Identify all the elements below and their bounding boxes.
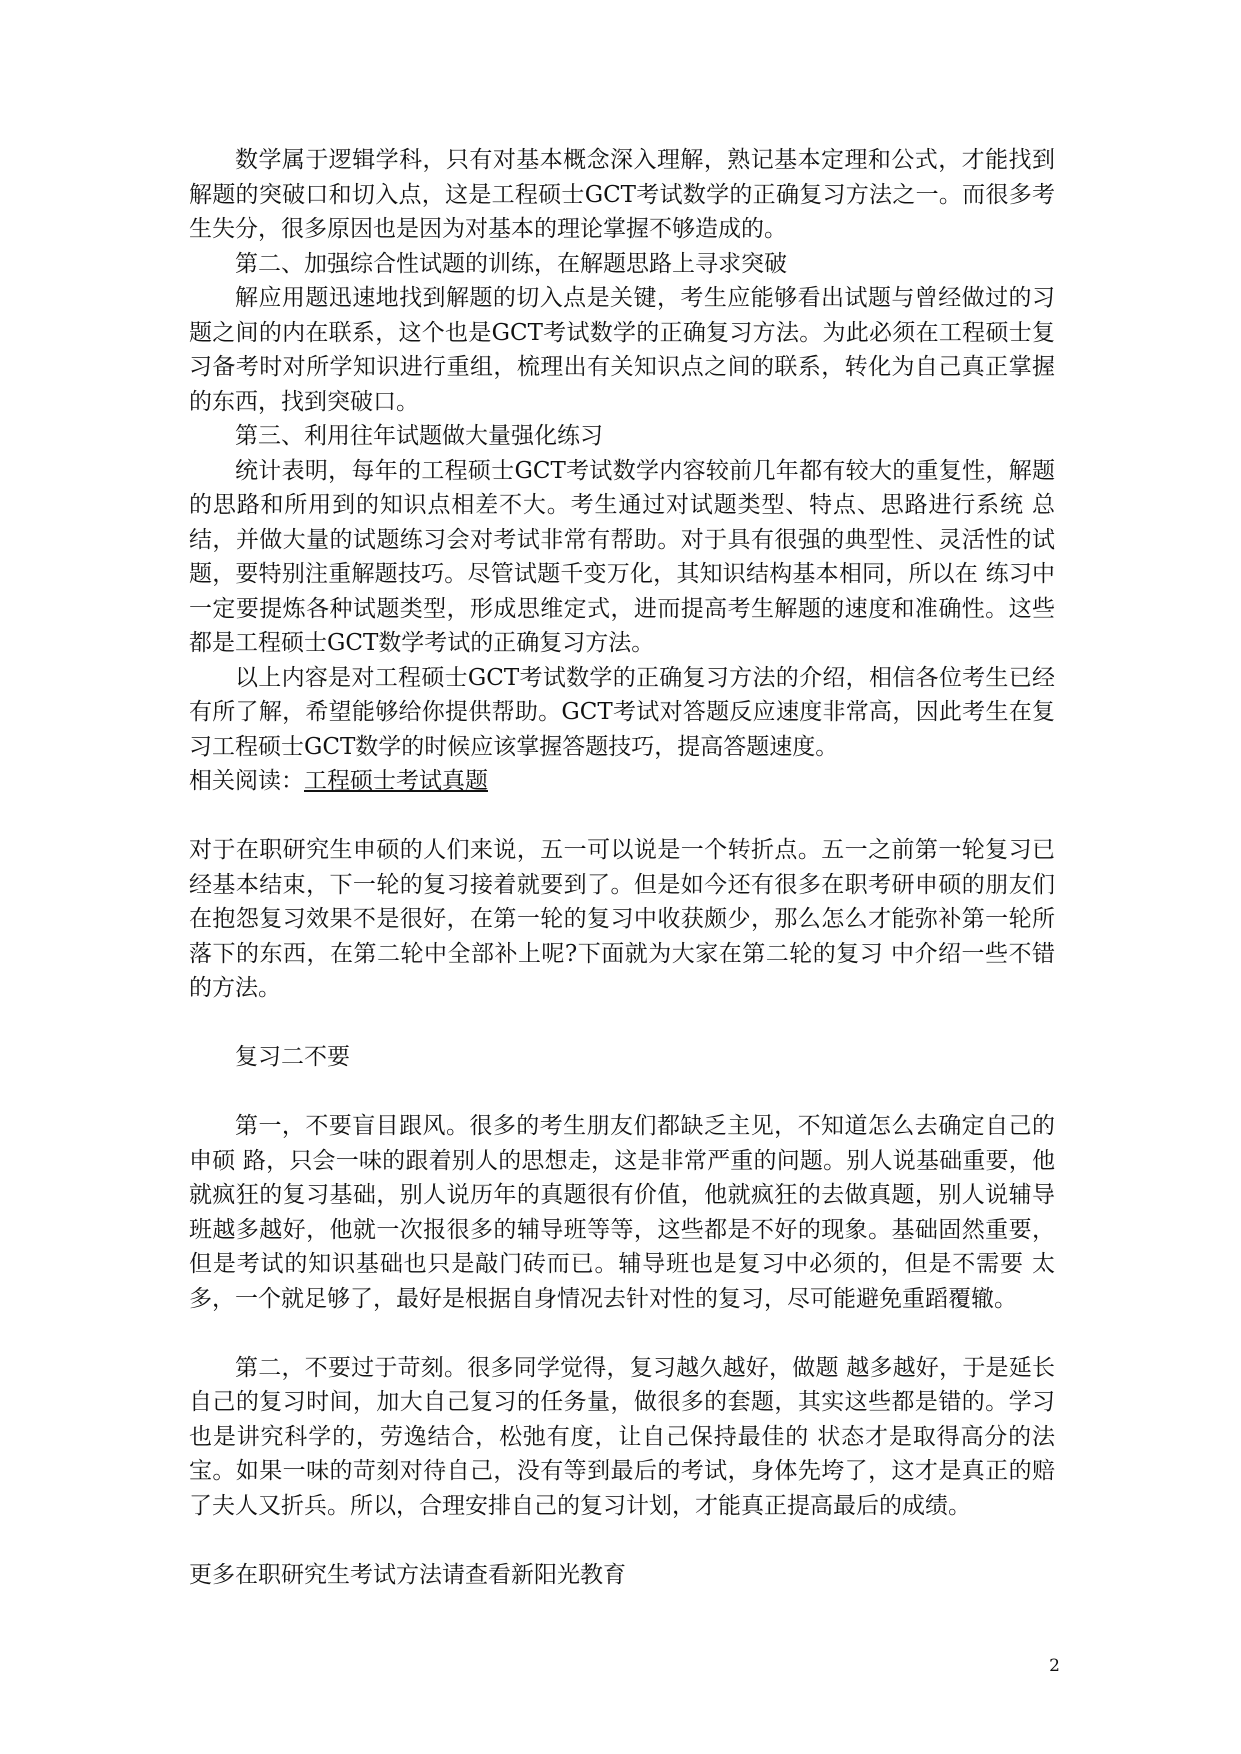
document-body <box>189 143 1055 1592</box>
heading-point-two: 第二、加强综合性试题的训练，在解题思路上寻求突破 <box>235 250 787 277</box>
paragraph-first-dont: 第一，不要盲目跟风。很多的考生朋友们都缺乏主见，不知道怎么去确定自己的申硕 路，只会一味的跟着别人的思想走，这是非常严重的问题。别人说基础重要，他就疯狂的复习基础，别人说历年的真题很有价值，他就疯狂的去做真题，别人说辅导 班越多越好，他就一次报很多的辅导班等等，这些都是不好的现象。基础固然重要，但是考试的知识基础也只是敲门砖而已。辅导班也是复习中必须的，但是不需要 太多，一个就足够了，最好是根据自身情况去针对性的复习，尽可能避免重蹈覆辙。 <box>189 1113 1055 1312</box>
paragraph-application-problems: 解应用题迅速地找到解题的切入点是关键，考生应能够看出试题与曾经做过的习题之间的内在联系，这个也是GCT考试数学的正确复习方法。为此必须在工程硕士复习备考时对所学知识进行重组，梳理出有关知识点之间的联系，转化为自己真正掌握的东西，找到突破口。 <box>189 285 1055 415</box>
related-reading-label: 相关阅读： <box>189 768 304 794</box>
paragraph-summary: 以上内容是对工程硕士GCT考试数学的正确复习方法的介绍，相信各位考生已经有所了解，希望能够给你提供帮助。GCT考试对答题反应速度非常高，因此考生在复习工程硕士GCT数学的时候应该掌握答题技巧，提高答题速度。 <box>189 664 1055 760</box>
page-number: 2 <box>1049 1656 1060 1676</box>
heading-two-donts: 复习二不要 <box>235 1044 350 1070</box>
heading-point-three: 第三、利用往年试题做大量强化练习 <box>235 423 603 449</box>
paragraph-basic-concepts: 数学属于逻辑学科，只有对基本概念深入理解，熟记基本定理和公式，才能找到解题的突破口和切入点，这是工程硕士GCT考试数学的正确复习方法之一。而很多考生失分，很多原因也是因为对基本的理论掌握不够造成的。 <box>189 147 1055 242</box>
related-reading-link[interactable]: 工程硕士考试真题 <box>304 768 488 794</box>
related-reading <box>189 764 1055 799</box>
paragraph-second-dont: 第二，不要过于苛刻。很多同学觉得，复习越久越好，做题 越多越好，于是延长自己的复习时间，加大自己复习的任务量，做很多的套题，其实这些都是错的。学习也是讲究科学的，劳逸结合，松弛有度，让自己保持最佳的 状态才是取得高分的法宝。如果一味的苛刻对待自己，没有等到最后的考试，身体先垮了，这才是真正的赔了夫人又折兵。所以，合理安排自己的复习计划，才能真正提高最后的成绩。 <box>189 1354 1055 1519</box>
paragraph-may-day-turning-point: 对于在职研究生申硕的人们来说，五一可以说是一个转折点。五一之前第一轮复习已经基本结束，下一轮的复习接着就要到了。但是如今还有很多在职考研申硕的朋友们在抱怨复习效果不是很好，在第一轮的复习中收获颇少，那么怎么才能弥补第一轮所落下的东西，在第二轮中全部补上呢?下面就为大家在第二轮的复习 中介绍一些不错的方法。 <box>189 837 1055 1001</box>
paragraph-more-info: 更多在职研究生考试方法请查看新阳光教育 <box>189 1561 626 1588</box>
paragraph-statistics: 统计表明，每年的工程硕士GCT考试数学内容较前几年都有较大的重复性，解题的思路和所用到的知识点相差不大。考生通过对试题类型、特点、思路进行系统 总结，并做大量的试题练习会对考试非常有帮助。对于具有很强的典型性、灵活性的试题，要特别注重解题技巧。尽管试题千变万化，其知识结构基本相同，所以在 练习中一定要提炼各种试题类型，形成思维定式，进而提高考生解题的速度和准确性。这些都是工程硕士GCT数学考试的正确复习方法。 <box>189 457 1055 656</box>
